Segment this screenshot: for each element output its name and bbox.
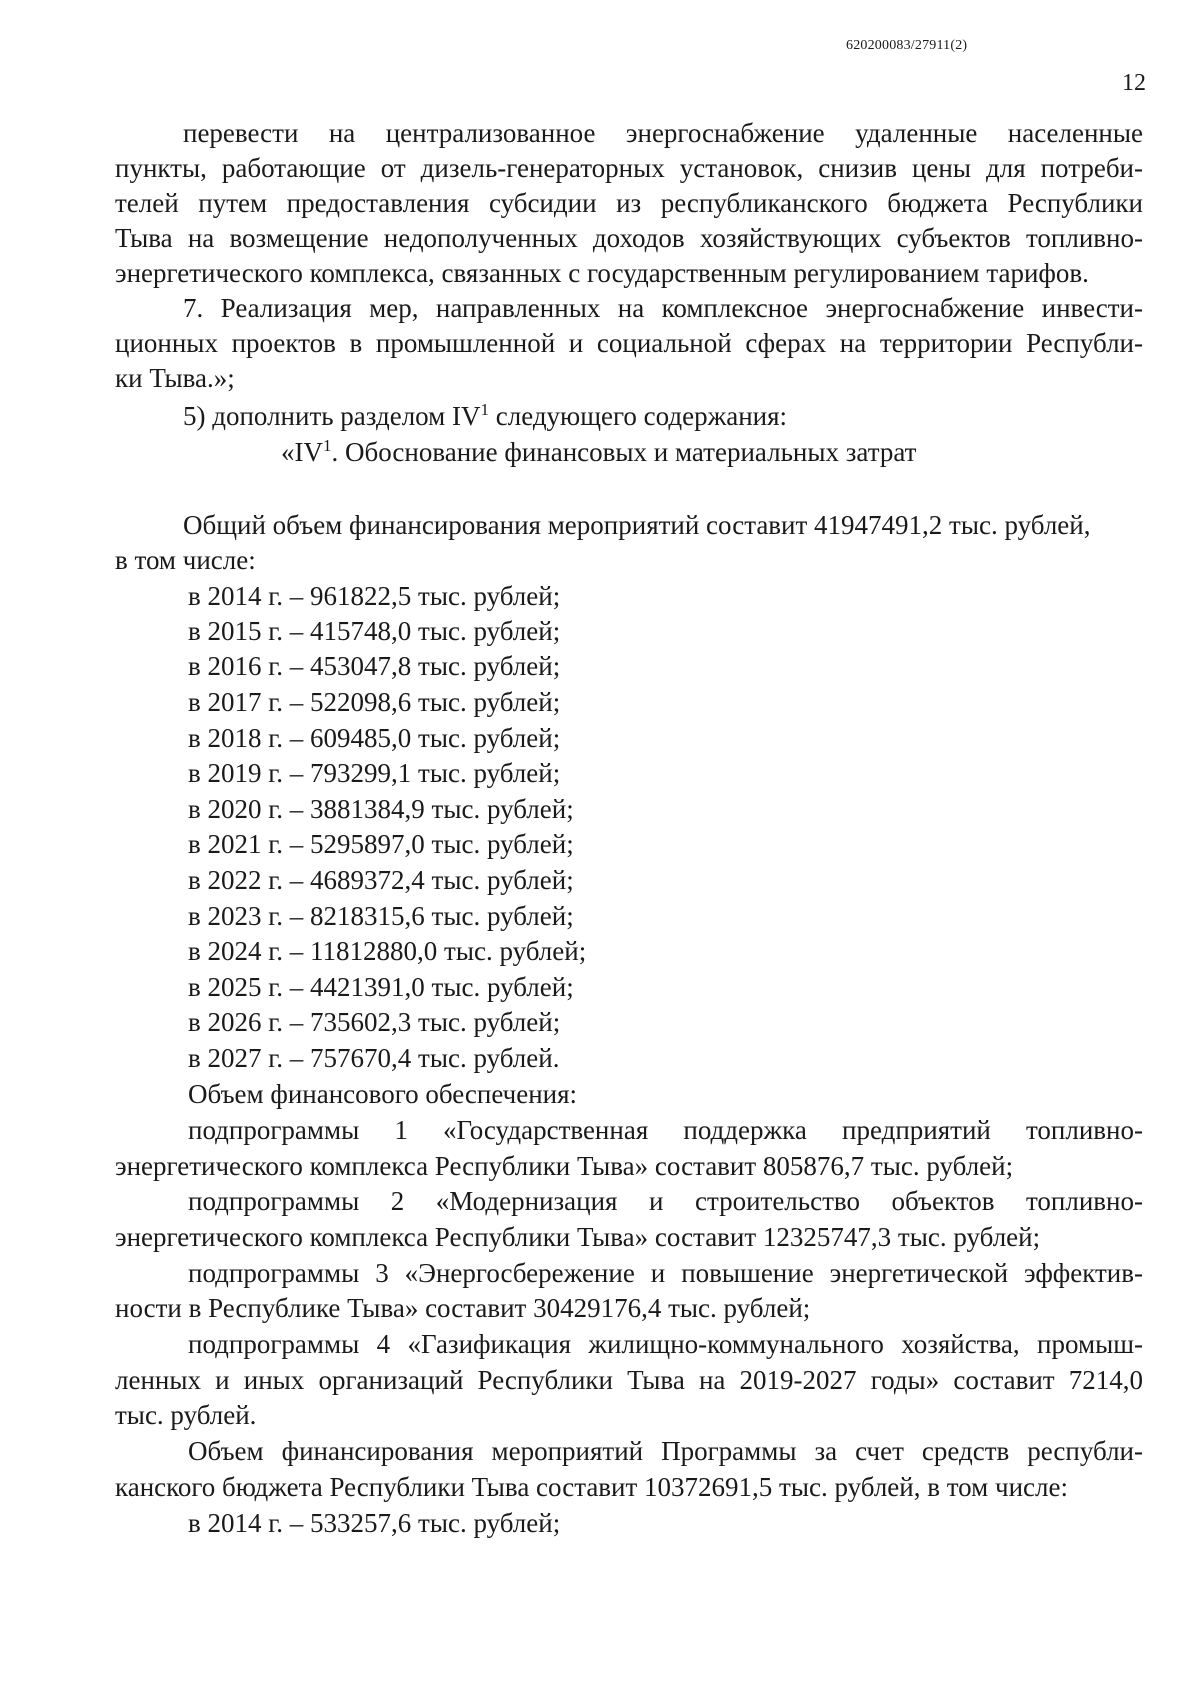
year-item: в 2014 г. – 533257,6 тыс. рублей;	[188, 1508, 561, 1538]
paragraph-line: энергетического комплекса, связанных с государственным регулированием тарифов.	[115, 258, 1089, 288]
paragraph-line: перевести на централизованное энергоснабжение удаленные населенные	[183, 118, 1143, 148]
item-5-line	[183, 398, 787, 434]
section-title-end: . Обоснование финансовых и материальных затрат	[331, 437, 917, 467]
total-financing-line: Общий объем финансирования мероприятий составит 41947491,2 тыс. рублей,	[183, 510, 1091, 540]
subprogram-line: ности в Республике Тыва» составит 30429176,4 тыс. рублей;	[115, 1293, 811, 1323]
year-item: в 2021 г. – 5295897,0 тыс. рублей;	[188, 829, 574, 859]
superscript: 1	[480, 400, 489, 419]
paragraph-line: Тыва на возмещение недополученных доходов хозяйствующих субъектов топливно-	[115, 223, 1143, 253]
year-item: в 2026 г. – 735602,3 тыс. рублей;	[188, 1007, 561, 1037]
subprogram-line: подпрограммы 2 «Модернизация и строительство объектов топливно-	[188, 1186, 1143, 1216]
republic-budget-line: канского бюджета Республики Тыва составит 10372691,5 тыс. рублей, в том числе:	[115, 1472, 1068, 1502]
year-item: в 2015 г. – 415748,0 тыс. рублей;	[188, 616, 561, 646]
page-number: 12	[1122, 70, 1146, 96]
year-item: в 2014 г. – 961822,5 тыс. рублей;	[188, 581, 561, 611]
year-item: в 2023 г. – 8218315,6 тыс. рублей;	[188, 901, 574, 931]
section-title	[281, 434, 916, 470]
year-item: в 2025 г. – 4421391,0 тыс. рублей;	[188, 972, 574, 1002]
year-item: в 2027 г. – 757670,4 тыс. рублей.	[188, 1043, 560, 1073]
subprogram-line: тыс. рублей.	[115, 1400, 257, 1430]
year-item: в 2017 г. – 522098,6 тыс. рублей;	[188, 687, 561, 717]
paragraph-line: телей путем предоставления субсидии из республиканского бюджета Республики	[115, 188, 1143, 218]
item-7-line: ционных проектов в промышленной и социальной сферах на территории Республи-	[115, 328, 1143, 358]
superscript: 1	[323, 436, 332, 455]
year-item: в 2018 г. – 609485,0 тыс. рублей;	[188, 723, 561, 753]
item-7-line: 7. Реализация мер, направленных на комплексное энергоснабжение инвести-	[183, 293, 1143, 323]
year-item: в 2019 г. – 793299,1 тыс. рублей;	[188, 758, 561, 788]
subprogram-line: подпрограммы 4 «Газификация жилищно-коммунального хозяйства, промыш-	[188, 1329, 1143, 1359]
subprogram-line: энергетического комплекса Республики Тыва» составит 805876,7 тыс. рублей;	[115, 1151, 1014, 1181]
subprogram-line: энергетического комплекса Республики Тыва» составит 12325747,3 тыс. рублей;	[115, 1222, 1041, 1252]
total-financing-line: в том числе:	[115, 545, 256, 575]
subprogram-line: подпрограммы 3 «Энергосбережение и повышение энергетической эффектив-	[188, 1258, 1143, 1288]
year-item: в 2022 г. – 4689372,4 тыс. рублей;	[188, 865, 574, 895]
item-7-line: ки Тыва.»;	[115, 363, 235, 393]
document-id: 620200083/27911(2)	[846, 38, 968, 53]
support-heading: Объем финансового обеспечения:	[188, 1079, 578, 1109]
year-item: в 2016 г. – 453047,8 тыс. рублей;	[188, 651, 561, 681]
republic-budget-line: Объем финансирования мероприятий Программы за счет средств республи-	[188, 1436, 1143, 1466]
paragraph-line: пункты, работающие от дизель-генераторных установок, снизив цены для потреби-	[115, 153, 1143, 183]
subprogram-line: подпрограммы 1 «Государственная поддержка предприятий топливно-	[188, 1115, 1143, 1145]
item-5-text-end: следующего содержания:	[488, 401, 788, 431]
subprogram-line: ленных и иных организаций Республики Тыва на 2019-2027 годы» составит 7214,0	[115, 1365, 1143, 1395]
year-item: в 2020 г. – 3881384,9 тыс. рублей;	[188, 794, 574, 824]
year-item: в 2024 г. – 11812880,0 тыс. рублей;	[188, 936, 587, 966]
item-5-text: 5) дополнить разделом IV	[183, 401, 481, 431]
section-title-start: «IV	[281, 437, 323, 467]
